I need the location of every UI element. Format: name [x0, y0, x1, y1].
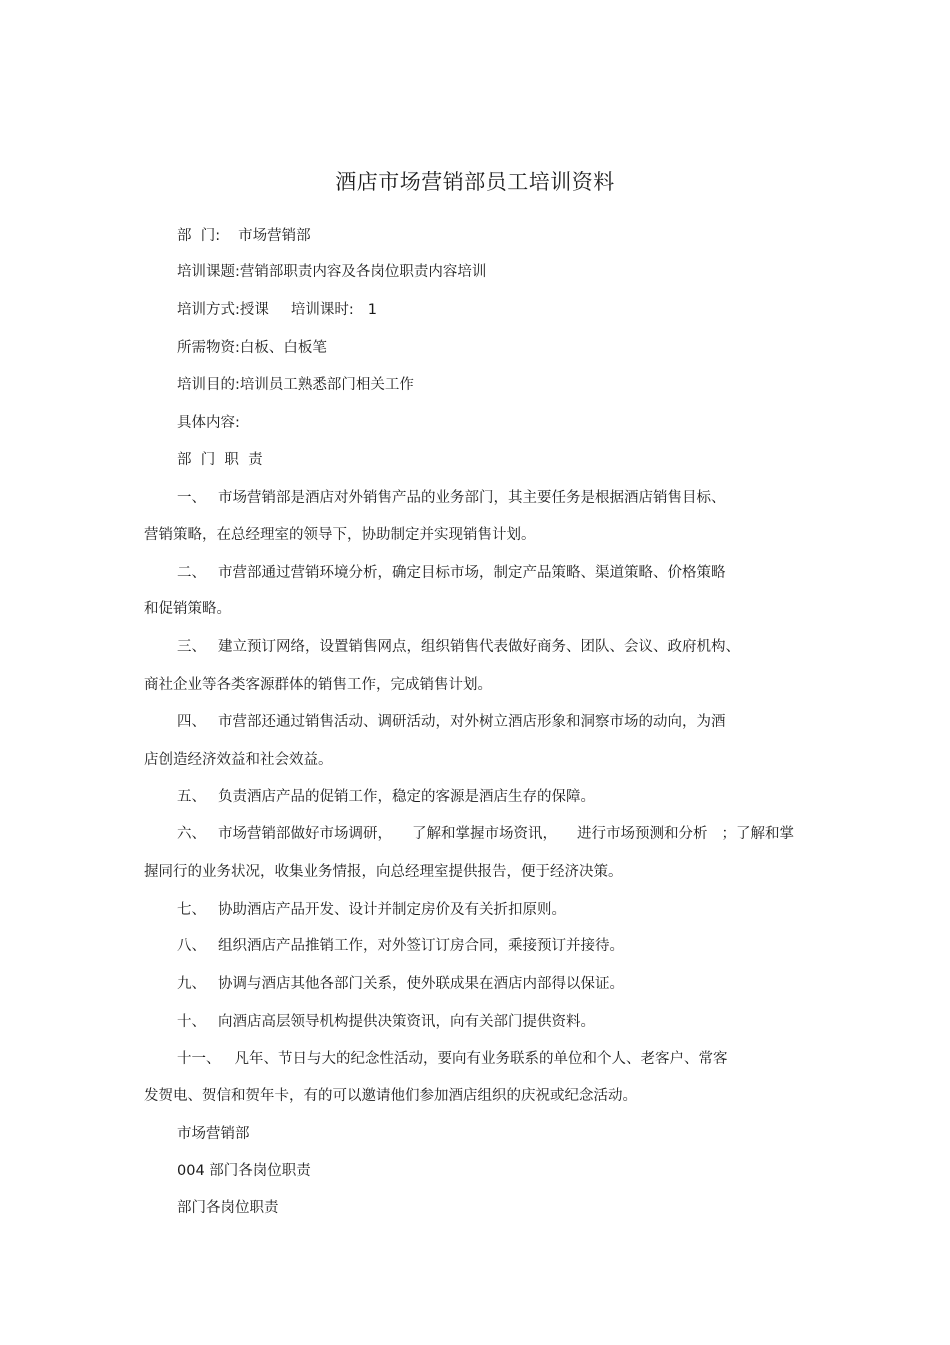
- item-text-part: ；了解和掌: [721, 826, 794, 842]
- list-item: [177, 563, 726, 583]
- item-continuation: 商社企业等各类客源群体的销售工作，完成销售计划。: [144, 677, 492, 693]
- list-item: [177, 712, 726, 732]
- item-number: 六、: [177, 826, 206, 842]
- item-continuation: 营销策略，在总经理室的领导下，协助制定并实现销售计划。: [144, 527, 536, 543]
- list-item: [177, 1049, 728, 1069]
- item-number: 九、: [177, 976, 206, 992]
- topic-row: [177, 262, 486, 282]
- item-text: 凡年、节日与大的纪念性活动，要向有业务联系的单位和个人、老客户、常客: [234, 1051, 728, 1067]
- list-item: [177, 936, 624, 956]
- method-label: 培训方式:: [177, 302, 240, 318]
- item-number: 一、: [177, 490, 206, 506]
- item-number: 五、: [177, 789, 206, 805]
- dept-row: [177, 226, 311, 246]
- item-number: 四、: [177, 714, 206, 730]
- list-item: [177, 488, 726, 508]
- item-number: 三、: [177, 639, 206, 655]
- item-number: 八、: [177, 938, 206, 954]
- materials-label: 所需物资:: [177, 340, 240, 356]
- footer-section-title: 部门各岗位职责: [177, 1200, 279, 1216]
- list-item: [177, 1012, 595, 1032]
- item-text: 向酒店高层领导机构提供决策资讯，向有关部门提供资料。: [218, 1014, 595, 1030]
- item-number: 七、: [177, 902, 206, 918]
- item-continuation: 握同行的业务状况，收集业务情报，向总经理室提供报告，便于经济决策。: [144, 864, 623, 880]
- list-item: [177, 637, 740, 657]
- dept-value: 市场营销部: [238, 228, 311, 244]
- list-item: [177, 787, 595, 807]
- item-text: 市营部还通过销售活动、调研活动，对外树立酒店形象和洞察市场的动向，为酒: [218, 714, 726, 730]
- item-text: 建立预订网络，设置销售网点，组织销售代表做好商务、团队、会议、政府机构、: [218, 639, 740, 655]
- item-text: 协调与酒店其他各部门关系，使外联成果在酒店内部得以保证。: [218, 976, 624, 992]
- document-title: 酒店市场营销部员工培训资料: [335, 170, 615, 194]
- item-number: 十、: [177, 1014, 206, 1030]
- item-text: 市营部通过营销环境分析，确定目标市场，制定产品策略、渠道策略、价格策略: [218, 565, 726, 581]
- item-continuation: 发贺电、贺信和贺年卡，有的可以邀请他们参加酒店组织的庆祝或纪念活动。: [144, 1088, 637, 1104]
- footer-dept: 市场营销部: [177, 1126, 250, 1142]
- topic-value: 营销部职责内容及各岗位职责内容培训: [239, 264, 487, 280]
- item-number: 二、: [177, 565, 206, 581]
- method-value: 授课: [239, 302, 269, 318]
- method-row: [177, 300, 377, 320]
- item-text: 负责酒店产品的促销工作，稳定的客源是酒店生存的保障。: [218, 789, 595, 805]
- hours-label: 培训课时:: [290, 302, 354, 318]
- item-text: 市场营销部是酒店对外销售产品的业务部门，其主要任务是根据酒店销售目标、: [218, 490, 726, 506]
- section-heading: 部 门 职 责: [177, 452, 263, 468]
- item-text-part: 了解和掌握市场资讯，: [412, 826, 557, 842]
- item-text: 协助酒店产品开发、设计并制定房价及有关折扣原则。: [218, 902, 566, 918]
- goal-value: 培训员工熟悉部门相关工作: [239, 377, 414, 393]
- materials-row: [177, 338, 327, 358]
- footer-section-code: 004 部门各岗位职责: [177, 1163, 311, 1179]
- item-number: 十一、: [177, 1051, 221, 1067]
- item-continuation: 店创造经济效益和社会效益。: [144, 752, 333, 768]
- list-item: [177, 974, 624, 994]
- list-item: [177, 824, 794, 844]
- topic-label: 培训课题:: [177, 264, 240, 280]
- content-label: 具体内容:: [177, 415, 240, 431]
- hours-value: 1: [367, 302, 378, 318]
- item-text-part: 进行市场预测和分析: [577, 826, 708, 842]
- materials-value: 白板、白板笔: [239, 340, 327, 356]
- dept-label: 部 门:: [177, 228, 221, 244]
- goal-label: 培训目的:: [177, 377, 240, 393]
- goal-row: [177, 375, 414, 395]
- item-continuation: 和促销策略。: [144, 601, 231, 617]
- list-item: [177, 900, 566, 920]
- item-text: 组织酒店产品推销工作，对外签订订房合同，乘接预订并接待。: [218, 938, 624, 954]
- item-text-part: 市场营销部做好市场调研，: [218, 826, 392, 842]
